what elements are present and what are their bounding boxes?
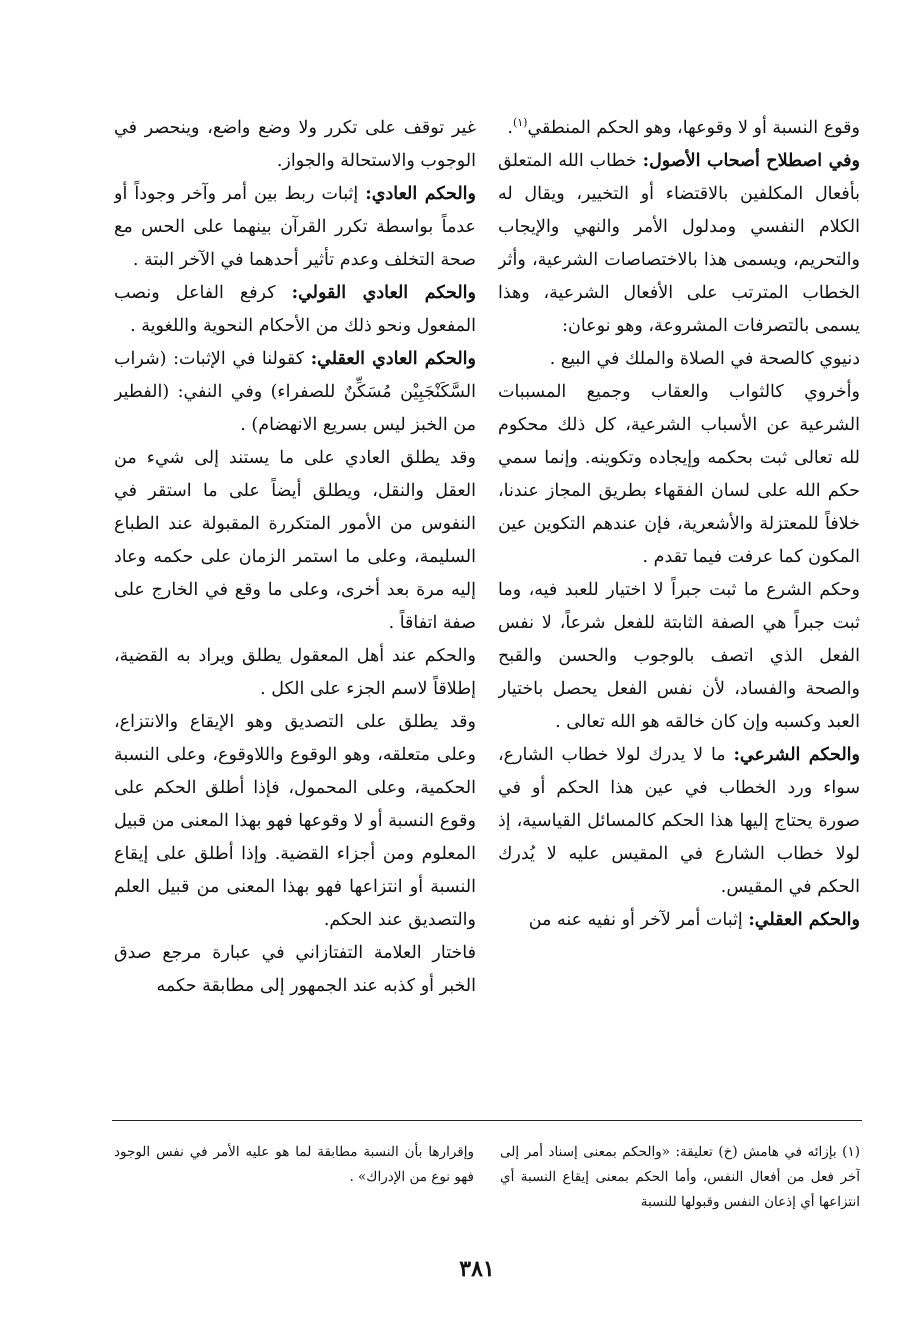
paragraph-text: خطاب الله المتعلق بأفعال المكلفين بالاقتضاء أو التخيير، ويقال له الكلام النفسي ومدلول الأمر والنهي والإيجاب والتحريم، ويسمى هذا بالاختصاصات الشرعية، وأثر الخطاب المترتب على الأفعال الشرعية، وهذا يسمى بالتصرفات المشروعة، وهو نوعان: — [498, 151, 860, 336]
paragraph: وقد يطلق على التصديق وهو الإيقاع والانتزاع، وعلى متعلقه، وهو الوقوع واللاوقوع، وعلى النسبة الحكمية، وعلى المحمول، فإذا أطلق الحكم على وقوع النسبة أو لا وقوعها فهو بهذا المعنى من قبيل المعلوم ومن أجزاء القضية. وإذا أطلق على إيقاع النسبة أو انتزاعها فهو بهذا المعنى من قبيل العلم والتصديق عند الحكم. — [114, 712, 476, 930]
term-heading: وفي اصطلاح أصحاب الأصول: — [642, 151, 860, 171]
paragraph-text: كرفع الفاعل ونصب المفعول ونحو ذلك من الأحكام النحوية واللغوية . — [114, 283, 476, 336]
paragraph: وأخروي كالثواب والعقاب وجميع المسببات الشرعية عن الأسباب الشرعية، كل ذلك محكوم لله تعالى ثبت بحكمه وإيجاده وتكوينه. وإنما سمي حكم الله على لسان الفقهاء بطريق المجاز عندنا، خلافاً للمعتزلة والأشعرية، فإن عندهم التكوين عين المكون كما عرفت فيما تقدم . — [498, 382, 860, 567]
term-heading: والحكم العادي: — [365, 184, 476, 204]
paragraph: وقد يطلق العادي على ما يستند إلى شيء من العقل والنقل، ويطلق أيضاً على ما استقر في النفوس من الأمور المتكررة المقبولة عند الطباع السليمة، وعلى ما استمر الزمان على حكمه وعاد إليه مرة بعد أخرى، وعلى ما وقع في الخارج على صفة اتفاقاً . — [114, 448, 476, 633]
footnote-right — [500, 1140, 860, 1240]
footnote-text: وإقرارها بأن النسبة مطابقة لما هو عليه الأمر في نفس الوجود فهو نوع من الإدراك» . — [114, 1144, 474, 1185]
paragraph: والحكم عند أهل المعقول يطلق ويراد به القضية، إطلاقاً لاسم الجزء على الكل . — [114, 646, 476, 699]
right-column — [498, 112, 860, 1102]
footnote-divider — [112, 1120, 862, 1121]
paragraph: فاختار العلامة التفتازاني في عبارة مرجع صدق الخبر أو كذبه عند الجمهور إلى مطابقة حكمه — [114, 943, 476, 996]
paragraph-text: وقوع النسبة أو لا وقوعها، وهو الحكم المنطقي — [527, 118, 860, 138]
term-heading: والحكم العادي العقلي: — [310, 349, 476, 369]
paragraph — [114, 343, 476, 442]
paragraph: غير توقف على تكرر ولا وضع واضع، وينحصر في الوجوب والاستحالة والجواز. — [114, 118, 476, 171]
term-heading: والحكم العادي القولي: — [291, 283, 476, 303]
footnote-left — [114, 1140, 474, 1240]
left-column — [114, 112, 476, 1102]
paragraph: دنيوي كالصحة في الصلاة والملك في البيع . — [549, 349, 860, 369]
paragraph — [114, 277, 476, 343]
term-heading: والحكم العقلي: — [748, 910, 860, 930]
paragraph-text: ما لا يدرك لولا خطاب الشارع، سواء ورد الخطاب في عين هذا الحكم أو في صورة يحتاج إليها هذا الحكم كالمسائل القياسية، إذ لولا خطاب الشارع في المقيس عليه لا يُدرك الحكم في المقيس. — [498, 745, 860, 897]
paragraph-text: إثبات ربط بين أمر وآخر وجوداً أو عدماً بواسطة تكرر القرآن بينهما على الحس مع صحة التخلف وعدم تأثير أحدهما في الآخر البتة . — [114, 184, 476, 270]
term-heading: والحكم الشرعي: — [733, 745, 860, 765]
paragraph-text: إثبات أمر لآخر أو نفيه عنه من — [528, 910, 749, 930]
page-number: ٣٨١ — [459, 1256, 495, 1282]
paragraph — [498, 145, 860, 343]
paragraph-text: كقولنا في الإثبات: (شراب السَّكَنْجَبِيْن مُسَكِّنٌ للصفراء) وفي النفي: (الفطير من الخبز ليس بسريع الانهضام) . — [114, 349, 476, 435]
paragraph — [498, 112, 860, 145]
paragraph — [498, 904, 860, 937]
footnote-ref[interactable]: (١) — [512, 116, 528, 130]
paragraph — [114, 178, 476, 277]
paragraph: وحكم الشرع ما ثبت جبراً لا اختيار للعبد فيه، وما ثبت جبراً هي الصفة الثابتة للفعل شرعاً، لا نفس الفعل الذي اتصف بالوجوب والحسن والقبح والصحة والفساد، لأن نفس الفعل يحصل باختيار العبد وكسبه وإن كان خالقه هو الله تعالى . — [498, 580, 860, 732]
footnote-text: (١) بإزائه في هامش (خ) تعليقة: «والحكم بمعنى إسناد أمر إلى آخر فعل من أفعال النفس، وأما الحكم بمعنى إيقاع النسبة أي انتزاعها أي إذعان النفس وقبولها للنسبة — [500, 1144, 860, 1210]
paragraph-end: . — [507, 118, 513, 138]
paragraph — [498, 739, 860, 904]
